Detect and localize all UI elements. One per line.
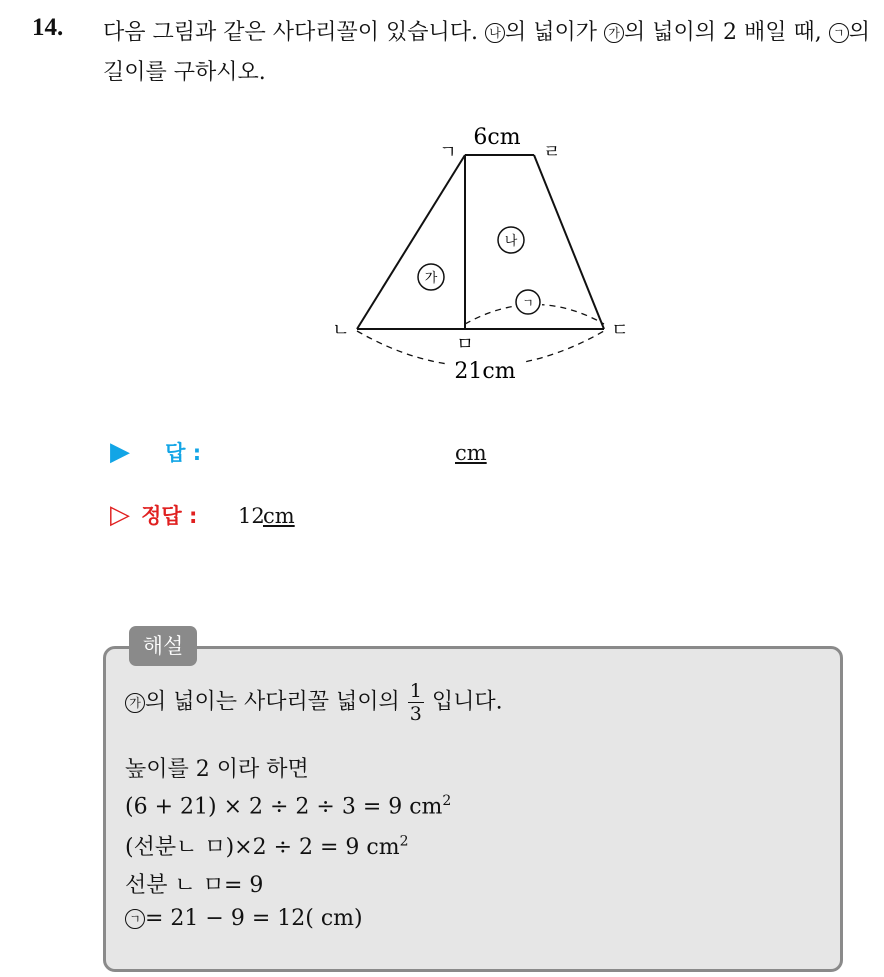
correct-answer-value: 12 (238, 504, 265, 528)
vertex-top-left: ㄱ (439, 142, 457, 163)
vertex-bottom-left: ㄴ (332, 320, 350, 341)
explanation-tab: 해설 (129, 626, 197, 666)
fraction-denominator: 3 (409, 703, 422, 725)
explanation-line-2: 높이를 2 이라 하면 (125, 757, 309, 782)
problem-text-part3: 의 넓이의 2 배일 때, (624, 20, 829, 45)
trapezoid-outline (357, 155, 604, 329)
explanation-line-1-end: 입니다. (431, 689, 503, 715)
explanation-line-3 (125, 793, 451, 819)
problem-text (103, 13, 873, 93)
circled-ga-symbol: 가 (125, 693, 145, 713)
play-arrow-icon: ▶ (110, 437, 130, 467)
problem-text-part2: 의 넓이가 (505, 20, 604, 45)
explanation-line-1 (125, 680, 503, 725)
answer-label: 답 : (165, 441, 202, 465)
outline-arrow-icon: ▷ (110, 500, 130, 530)
edge-left (357, 155, 465, 329)
edge-right (534, 155, 604, 329)
explanation-line-3-exponent: 2 (442, 793, 452, 809)
segment-label: ㄱ (522, 296, 534, 310)
circled-giyeok-symbol: ㄱ (125, 909, 145, 929)
trapezoid-figure (320, 112, 640, 392)
circled-ga-symbol: 가 (604, 23, 624, 43)
fraction-numerator: 1 (409, 680, 422, 702)
answer-row (110, 437, 487, 467)
vertex-foot: ㅁ (456, 334, 474, 355)
explanation-line-6-text: = 21 − 9 = 12( cm) (145, 906, 363, 931)
region-right-label: 나 (504, 234, 518, 249)
top-length-label: 6cm (473, 125, 521, 150)
explanation-line-4-text: (선분ㄴ ㅁ)×2 ÷ 2 = 9 cm (125, 835, 400, 860)
explanation-line-6 (125, 906, 363, 931)
problem-number: 14. (32, 14, 64, 41)
problem-text-part4: 의 길이를 구하시오. (103, 20, 870, 85)
explanation-line-4-exponent: 2 (399, 833, 409, 850)
region-left-label: 가 (424, 271, 438, 286)
correct-answer-unit: cm (263, 504, 295, 528)
circled-giyeok-symbol: ㄱ (829, 23, 849, 43)
explanation-line-4 (125, 830, 409, 861)
bottom-length-label: 21cm (454, 359, 516, 384)
explanation-line-5: 선분 ㄴ ㅁ= 9 (125, 873, 264, 898)
problem-text-part1: 다음 그림과 같은 사다리꼴이 있습니다. (103, 20, 485, 45)
explanation-line-1-text: 의 넓이는 사다리꼴 넓이의 (145, 689, 400, 715)
vertex-top-right: ㄹ (543, 142, 561, 163)
explanation-line-3-text: (6 + 21) × 2 ÷ 2 ÷ 3 = 9 cm (125, 794, 443, 820)
fraction-one-third (408, 680, 424, 725)
vertex-bottom-right: ㄷ (611, 320, 629, 341)
answer-unit: cm (455, 441, 487, 465)
circled-na-symbol: 나 (485, 23, 505, 43)
correct-answer-row (110, 500, 295, 530)
correct-answer-label: 정답 : (141, 504, 198, 528)
